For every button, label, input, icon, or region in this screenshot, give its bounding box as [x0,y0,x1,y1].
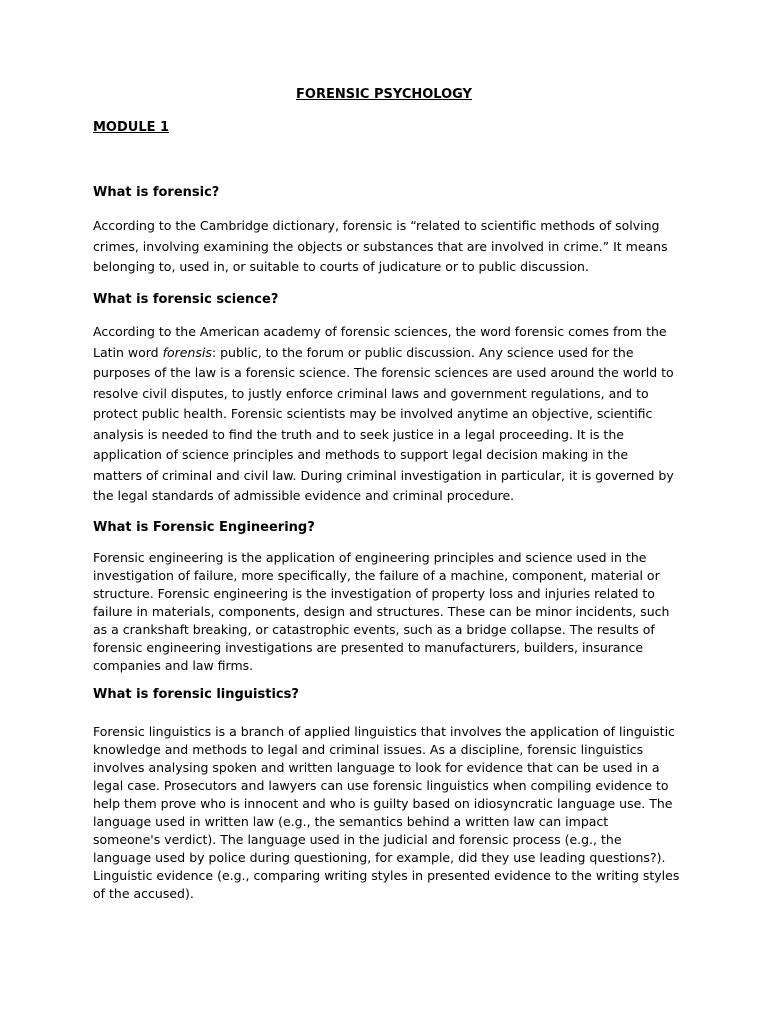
section-heading-forensic: What is forensic? [93,185,220,200]
text-line: Forensic engineering is the application of engineering principles and science used in the [93,550,647,565]
text-line: application of science principles and methods to support legal decision making in the [93,447,629,462]
text-line: According to the American academy of forensic sciences, the word forensic comes from the [93,324,667,339]
text-line: the legal standards of admissible evidence and criminal procedure. [93,488,515,503]
text-line: knowledge and methods to legal and criminal issues. As a discipline, forensic linguistics [93,742,644,757]
section-heading-forensic-linguistics: What is forensic linguistics? [93,687,299,702]
text-line: forensic engineering investigations are presented to manufacturers, builders, insurance [93,640,644,655]
text-line: help them prove who is innocent and who is guilty based on idiosyncratic language use. The [93,796,673,811]
paragraph-forensic-engineering [93,549,683,675]
module-label: MODULE 1 [93,120,170,135]
text-line: language used by police during questioning, for example, did they use leading questions?). [93,850,666,865]
text-line: failure in materials, components, design and structures. These can be minor incidents, such [93,604,670,619]
text-line: language used in written law (e.g., the semantics behind a written law can impact [93,814,609,829]
paragraph-forensic-linguistics [93,723,683,903]
text-line: companies and law firms. [93,658,254,673]
text-line: of the accused). [93,886,194,901]
text-line: crimes, involving examining the objects or substances that are involved in crime.” It means [93,238,668,254]
latin-term: forensis [162,344,212,360]
text-line: resolve civil disputes, to justly enforce criminal laws and government regulations, and to [93,385,649,401]
text-run: : public, to the forum or public discussion. Any science used for the [211,344,634,360]
text-line: According to the Cambridge dictionary, forensic is “related to scientific methods of solving [93,218,660,233]
text-line: Linguistic evidence (e.g., comparing writing styles in presented evidence to the writing styles [93,868,680,883]
text-line: analysis is needed to find the truth and to seek justice in a legal proceeding. It is the [93,426,624,442]
text-line: structure. Forensic engineering is the investigation of property loss and injuries related to [93,586,655,601]
text-line: purposes of the law is a forensic science. The forensic sciences are used around the world to [93,365,674,380]
text-line [93,343,683,364]
text-line: someone's verdict). The language used in the judicial and forensic process (e.g., the [93,832,622,847]
text-line: as a crankshaft breaking, or catastrophic events, such as a bridge collapse. The results of [93,622,655,637]
section-heading-forensic-science: What is forensic science? [93,292,279,307]
text-line: Forensic linguistics is a branch of applied linguistics that involves the application of linguistic [93,724,675,739]
text-line: belonging to, used in, or suitable to courts of judicature or to public discussion. [93,259,589,274]
text-line: investigation of failure, more specifically, the failure of a machine, component, material or [93,568,660,583]
paragraph-forensic-science [93,322,683,507]
text-line: legal case. Prosecutors and lawyers can use forensic linguistics when compiling evidence to [93,778,669,793]
text-line: matters of criminal and civil law. During criminal investigation in particular, it is governed by [93,467,674,483]
text-line: involves analysing spoken and written language to look for evidence that can be used in a [93,760,660,775]
paragraph-forensic [93,216,683,278]
text-run: Latin word [93,344,163,360]
section-heading-forensic-engineering: What is Forensic Engineering? [93,520,315,535]
document-title: FORENSIC PSYCHOLOGY [296,87,472,102]
text-line: protect public health. Forensic scientists may be involved anytime an objective, scientific [93,406,653,421]
